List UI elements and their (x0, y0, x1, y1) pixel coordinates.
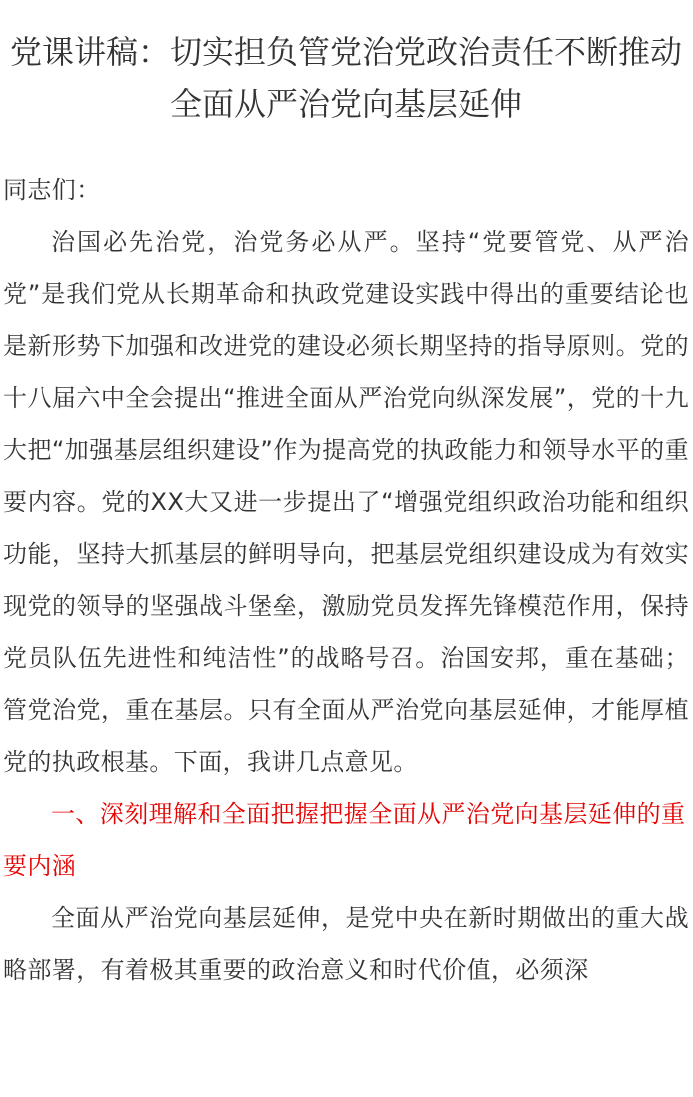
document-body (3, 164, 689, 996)
paragraph-section-1: 全面从严治党向基层延伸，是党中央在新时期做出的重大战略部署，有着极其重要的政治意义和时代价值，必须深 (3, 904, 689, 984)
section-heading-1: 一、深刻理解和全面把握把握全面从严治党向基层延伸的重要内涵 (3, 800, 686, 880)
greeting: 同志们： (3, 176, 101, 204)
paragraph-intro: 治国必先治党，治党务必从严。坚持“党要管党、从严治党”是我们党从长期革命和执政党建设实践中得出的重要结论也是新形势下加强和改进党的建设必须长期坚持的指导原则。党的十八届六中全会提出“推进全面从严治党向纵深发展”，党的十九大把“加强基层组织建设”作为提高党的执政能力和领导水平的重要内容。党的XX大又进一步提出了“增强党组织政治功能和组织功能，坚持大抓基层的鲜明导向，把基层党组织建设成为有效实现党的领导的坚强战斗堡垒，激励党员发挥先锋模范作用，保持党员队伍先进性和纯洁性”的战略号召。治国安邦，重在基础；管党治党，重在基层。只有全面从严治党向基层延伸，才能厚植党的执政根基。下面，我讲几点意见。 (3, 228, 689, 776)
document-title: 党课讲稿：切实担负管党治党政治责任不断推动全面从严治党向基层延伸 (9, 33, 682, 123)
